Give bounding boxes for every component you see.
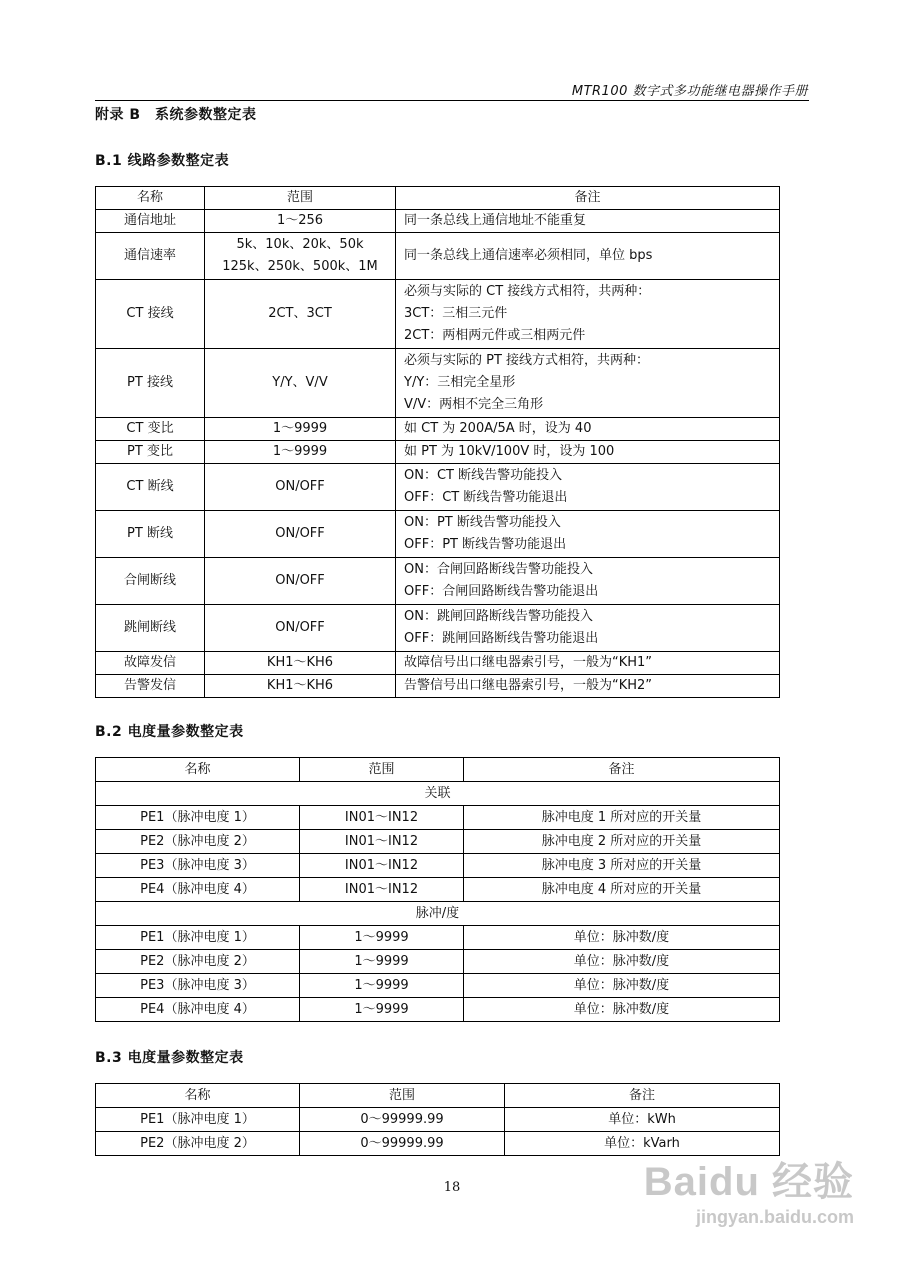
cell-line: Y/Y：三相完全星形 [404, 375, 516, 390]
cell-name: PE1（脉冲电度 1） [96, 1108, 300, 1132]
cell-note: 单位：kWh [505, 1108, 780, 1132]
table-row [96, 280, 780, 349]
cell-note: 单位：脉冲数/度 [464, 998, 780, 1022]
cell-name: PE3（脉冲电度 3） [96, 854, 300, 878]
cell-range [205, 511, 396, 558]
table-row [96, 854, 780, 878]
cell-note [396, 233, 780, 280]
cell-name: 故障发信 [96, 652, 205, 675]
cell-name: PE2（脉冲电度 2） [96, 1132, 300, 1156]
table-header-row [96, 1084, 780, 1108]
table-row [96, 511, 780, 558]
cell-line: OFF：PT 断线告警功能退出 [404, 537, 567, 552]
cell-line: OFF：跳闸回路断线告警功能退出 [404, 631, 599, 646]
cell-range [205, 652, 396, 675]
cell-name: CT 断线 [96, 464, 205, 511]
cell-note [396, 511, 780, 558]
table-row [96, 974, 780, 998]
cell-line: 2CT、3CT [268, 306, 332, 321]
cell-line: ON/OFF [275, 573, 325, 588]
table-row [96, 605, 780, 652]
cell-name: CT 接线 [96, 280, 205, 349]
table-row [96, 675, 780, 698]
table-row [96, 558, 780, 605]
cell-name: PE2（脉冲电度 2） [96, 950, 300, 974]
group-label: 关联 [96, 782, 780, 806]
watermark-logo: Baidu 经验 [643, 1160, 854, 1204]
column-header-name: 名称 [96, 1084, 300, 1108]
baidu-watermark [644, 1150, 854, 1228]
cell-range [205, 418, 396, 441]
cell-name: PE1（脉冲电度 1） [96, 926, 300, 950]
table-row [96, 233, 780, 280]
cell-line: ON：跳闸回路断线告警功能投入 [404, 609, 593, 624]
table-row [96, 950, 780, 974]
section2-title: B.2 电度量参数整定表 [95, 724, 244, 740]
group-label: 脉冲/度 [96, 902, 780, 926]
cell-range: 1～9999 [300, 926, 464, 950]
energy-value-table [95, 1083, 780, 1156]
document-header-title: MTR100 数字式多功能继电器操作手册 [571, 84, 808, 99]
cell-name: 通信地址 [96, 210, 205, 233]
cell-line: 告警信号出口继电器索引号，一般为“KH2” [404, 678, 653, 693]
cell-name: PE4（脉冲电度 4） [96, 998, 300, 1022]
cell-range: IN01～IN12 [300, 854, 464, 878]
group-row [96, 902, 780, 926]
cell-name: PE2（脉冲电度 2） [96, 830, 300, 854]
column-header-range: 范围 [300, 758, 464, 782]
cell-note: 单位：脉冲数/度 [464, 974, 780, 998]
cell-note: 脉冲电度 3 所对应的开关量 [464, 854, 780, 878]
cell-range [205, 675, 396, 698]
cell-line: 故障信号出口继电器索引号，一般为“KH1” [404, 655, 653, 670]
watermark-url: jingyan.baidu.com [695, 1207, 854, 1227]
cell-line: OFF：合闸回路断线告警功能退出 [404, 584, 599, 599]
cell-range: 1～9999 [300, 974, 464, 998]
table-row [96, 652, 780, 675]
table-row [96, 464, 780, 511]
table-row [96, 830, 780, 854]
cell-note: 脉冲电度 2 所对应的开关量 [464, 830, 780, 854]
cell-range: 0～99999.99 [300, 1132, 505, 1156]
cell-range [205, 605, 396, 652]
cell-range: IN01～IN12 [300, 830, 464, 854]
cell-name: 通信速率 [96, 233, 205, 280]
cell-line: KH1～KH6 [266, 678, 334, 693]
cell-line: 必须与实际的 PT 接线方式相符，共两种： [404, 353, 650, 368]
cell-note [396, 418, 780, 441]
cell-line: 5k、10k、20k、50k [236, 237, 364, 252]
column-header-range: 范围 [300, 1084, 505, 1108]
cell-note: 脉冲电度 1 所对应的开关量 [464, 806, 780, 830]
cell-range: IN01～IN12 [300, 878, 464, 902]
cell-range [205, 233, 396, 280]
cell-line: ON/OFF [275, 479, 325, 494]
cell-line: ON/OFF [275, 526, 325, 541]
table-row [96, 998, 780, 1022]
cell-note: 单位：脉冲数/度 [464, 950, 780, 974]
column-header-note: 备注 [396, 187, 780, 210]
cell-name: PT 接线 [96, 349, 205, 418]
table-header-row [96, 758, 780, 782]
cell-line: KH1～KH6 [266, 655, 334, 670]
table-row [96, 806, 780, 830]
cell-line: 1～9999 [272, 421, 328, 436]
section1-title: B.1 线路参数整定表 [95, 153, 230, 169]
cell-line: 3CT：三相三元件 [404, 306, 508, 321]
cell-note [396, 441, 780, 464]
column-header-range: 范围 [205, 187, 396, 210]
cell-range: 0～99999.99 [300, 1108, 505, 1132]
table-row [96, 926, 780, 950]
cell-note [396, 675, 780, 698]
section3-title: B.3 电度量参数整定表 [95, 1050, 244, 1066]
cell-name: CT 变比 [96, 418, 205, 441]
cell-line: 同一条总线上通信速率必须相同，单位 bps [404, 248, 653, 263]
cell-line: 同一条总线上通信地址不能重复 [404, 213, 587, 228]
cell-note [396, 210, 780, 233]
cell-line: ON：PT 断线告警功能投入 [404, 515, 561, 530]
cell-note [396, 464, 780, 511]
cell-range [205, 210, 396, 233]
column-header-name: 名称 [96, 758, 300, 782]
table-row [96, 1108, 780, 1132]
cell-line: Y/Y、V/V [272, 375, 328, 390]
cell-note [396, 280, 780, 349]
line-parameter-table [95, 186, 780, 698]
cell-name: PT 变比 [96, 441, 205, 464]
cell-line: 如 PT 为 10kV/100V 时，设为 100 [404, 444, 615, 459]
cell-name: 告警发信 [96, 675, 205, 698]
table-row [96, 349, 780, 418]
cell-name: PE3（脉冲电度 3） [96, 974, 300, 998]
cell-range [205, 441, 396, 464]
cell-line: 1～256 [276, 213, 324, 228]
table-row [96, 441, 780, 464]
cell-range [205, 558, 396, 605]
appendix-title: 附录 B 系统参数整定表 [95, 107, 257, 123]
cell-range: 1～9999 [300, 950, 464, 974]
cell-line: V/V：两相不完全三角形 [404, 397, 544, 412]
cell-range [205, 349, 396, 418]
cell-range [205, 464, 396, 511]
table-row [96, 878, 780, 902]
cell-line: OFF：CT 断线告警功能退出 [404, 490, 568, 505]
table-row [96, 210, 780, 233]
header-divider [95, 100, 809, 101]
column-header-note: 备注 [464, 758, 780, 782]
table-row [96, 418, 780, 441]
cell-line: ON：合闸回路断线告警功能投入 [404, 562, 593, 577]
cell-line: 125k、250k、500k、1M [222, 259, 378, 274]
group-row [96, 782, 780, 806]
cell-name: PT 断线 [96, 511, 205, 558]
cell-note [396, 605, 780, 652]
cell-note [396, 349, 780, 418]
cell-range: 1～9999 [300, 998, 464, 1022]
cell-note: 脉冲电度 4 所对应的开关量 [464, 878, 780, 902]
cell-line: 1～9999 [272, 444, 328, 459]
cell-name: PE4（脉冲电度 4） [96, 878, 300, 902]
cell-line: 如 CT 为 200A/5A 时，设为 40 [404, 421, 592, 436]
cell-note [396, 652, 780, 675]
column-header-name: 名称 [96, 187, 205, 210]
cell-note: 单位：脉冲数/度 [464, 926, 780, 950]
energy-parameter-table [95, 757, 780, 1022]
cell-note [396, 558, 780, 605]
cell-name: PE1（脉冲电度 1） [96, 806, 300, 830]
cell-line: 2CT：两相两元件或三相两元件 [404, 328, 586, 343]
cell-line: ON/OFF [275, 620, 325, 635]
cell-range: IN01～IN12 [300, 806, 464, 830]
column-header-note: 备注 [505, 1084, 780, 1108]
cell-name: 合闸断线 [96, 558, 205, 605]
table-header-row [96, 187, 780, 210]
cell-note: 单位：kVarh [505, 1132, 780, 1156]
page-number: 18 [443, 1180, 461, 1195]
cell-name: 跳闸断线 [96, 605, 205, 652]
cell-range [205, 280, 396, 349]
cell-line: 必须与实际的 CT 接线方式相符，共两种： [404, 284, 651, 299]
cell-line: ON：CT 断线告警功能投入 [404, 468, 563, 483]
